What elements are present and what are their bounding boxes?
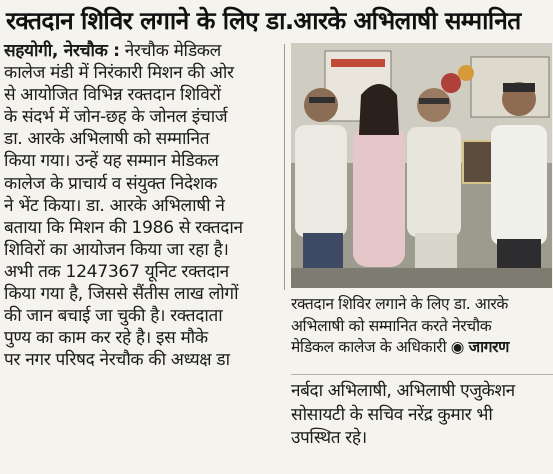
article-line: से आयोजित विभिन्न रक्तदान शिविरों — [4, 85, 221, 106]
article-body-right — [291, 380, 553, 451]
article-line: शिविरों का आयोजन किया जा रहा है। — [4, 239, 229, 260]
article-body-left — [4, 40, 282, 371]
news-photo — [291, 43, 552, 288]
photo-caption — [291, 294, 553, 359]
credit-icon: ◉ — [450, 338, 465, 356]
article-line: किया गया है, जिससे सैंतीस लाख लोगों — [4, 284, 239, 305]
caption-divider — [291, 374, 553, 375]
article-line: सोसायटी के सचिव नरेंद्र कुमार भी — [291, 404, 493, 425]
column-divider — [284, 44, 285, 290]
article-line: पर नगर परिषद नेरचौक की अध्यक्ष डा — [4, 350, 230, 371]
article-line: के संदर्भ में जोन-छह के जोनल इंचार्ज — [4, 107, 228, 128]
article-line: ने भेंट किया। डा. आरके अभिलाषी ने — [4, 195, 225, 216]
dateline: सहयोगी, नेरचौक : — [4, 41, 120, 61]
article-line: किया गया। उन्हें यह सम्मान मेडिकल — [4, 151, 219, 172]
article-line: डा. आरके अभिलाषी को सम्मानित — [4, 129, 210, 150]
caption-line-last — [291, 337, 553, 359]
caption-line: रक्तदान शिविर लगाने के लिए डा. आरके — [291, 295, 508, 313]
caption-line: अभिलाषी को सम्मानित करते नेरचौक — [291, 316, 492, 335]
article-first-line — [4, 40, 282, 62]
article-line: कालेज मंडी में निरंकारी मिशन की ओर — [4, 63, 234, 84]
article-line: कालेज के प्राचार्य व संयुक्त निदेशक — [4, 173, 217, 194]
photo-credit: जागरण — [468, 338, 510, 356]
article-line: नर्बदा अभिलाषी, अभिलाषी एजुकेशन — [291, 381, 515, 401]
article-line: बताया कि मिशन की 1986 से रक्तदान — [4, 217, 243, 238]
article-line: उपस्थित रहे। — [291, 428, 367, 448]
caption-text: मेडिकल कालेज के अधिकारी — [291, 338, 447, 356]
headline: रक्तदान शिविर लगाने के लिए डा.आरके अभिलाषी सम्मानित — [6, 6, 521, 35]
article-line: की जान बचाई जा चुकी है। रक्तदाता — [4, 306, 223, 327]
article-line: नेरचौक मेडिकल — [124, 41, 221, 61]
photo-illustration — [291, 43, 552, 288]
article-line: पुण्य का काम कर रहे है। इस मौके — [4, 328, 208, 349]
article-line: अभी तक 1247367 यूनिट रक्तदान — [4, 261, 229, 282]
